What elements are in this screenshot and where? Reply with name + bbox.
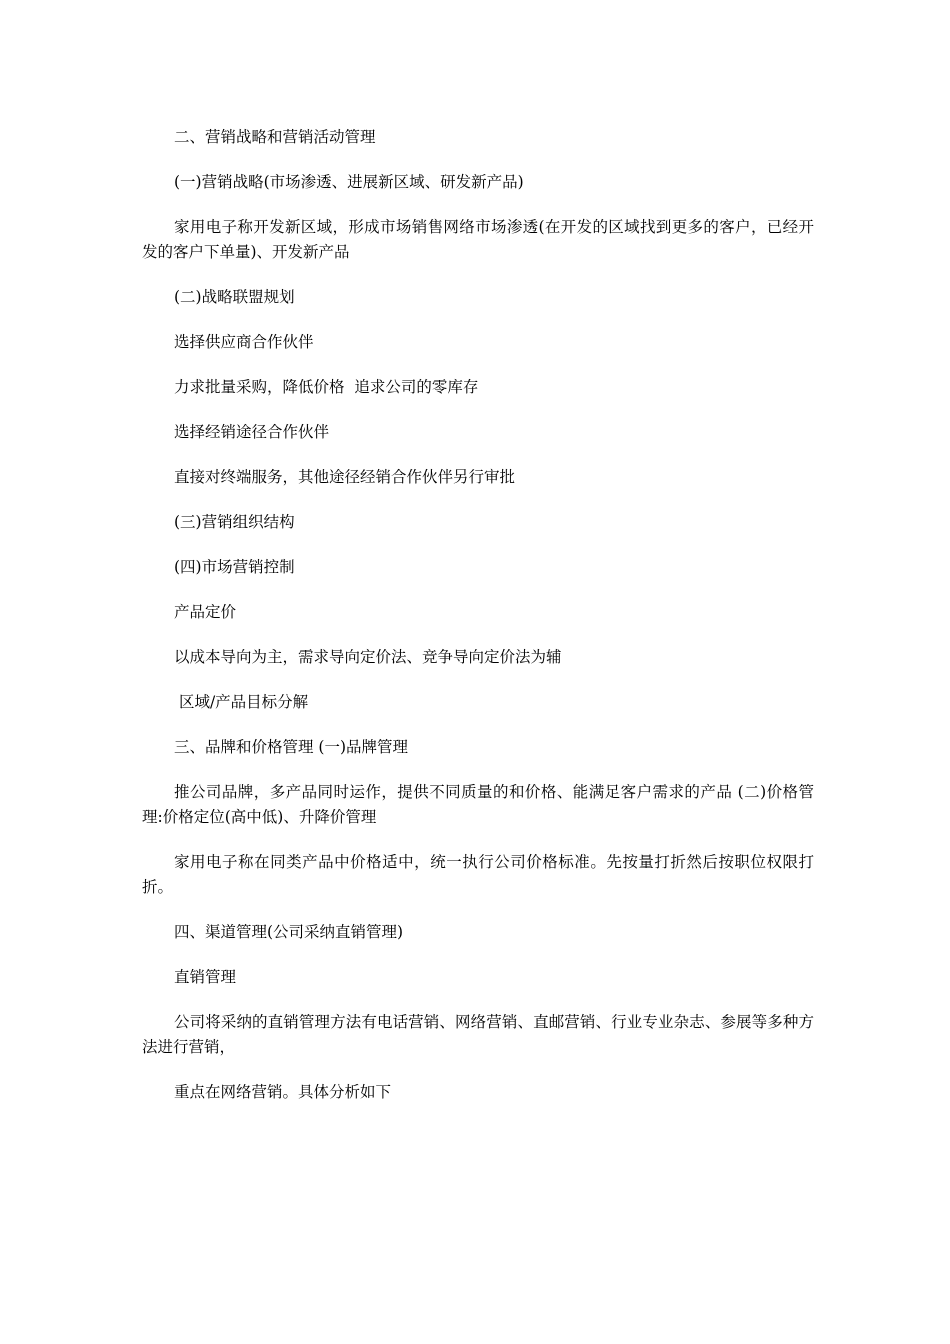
subsection-heading-alliance: (二)战略联盟规划 [174,288,295,306]
paragraph-direct-sales: 直销管理 [174,968,237,986]
paragraph-online-focus: 重点在网络营销。具体分析如下 [174,1083,392,1101]
paragraph-distribution-partner: 选择经销途径合作伙伴 [174,423,330,441]
paragraph-price-standard: 家用电子称在同类产品中价格适中，统一执行公司价格标准。先按量打折然后按职位权限打折。 [142,853,814,896]
paragraph-terminal-service: 直接对终端服务，其他途径经销合作伙伴另行审批 [174,468,516,486]
document-body [142,125,814,1125]
paragraph-supplier-partner: 选择供应商合作伙伴 [174,333,314,351]
paragraph-brand-promotion: 推公司品牌，多产品同时运作，提供不同质量的和价格、能满足客户需求的产品 (二)价格管理:价格定位(高中低)、升降价管理 [142,783,814,826]
subsection-heading-organization: (三)营销组织结构 [174,513,295,531]
paragraph-target-breakdown: 区域/产品目标分解 [174,693,309,711]
subsection-heading-strategy: (一)营销战略(市场渗透、进展新区域、研发新产品) [174,173,524,191]
paragraph-bulk-purchase: 力求批量采购，降低价格 追求公司的零库存 [174,378,479,396]
paragraph-product-pricing: 产品定价 [174,603,237,621]
paragraph-direct-sales-methods: 公司将采纳的直销管理方法有电话营销、网络营销、直邮营销、行业专业杂志、参展等多种方法进行营销， [142,1013,814,1056]
subsection-heading-control: (四)市场营销控制 [174,558,295,576]
section-heading-channel: 四、渠道管理(公司采纳直销管理) [174,923,404,941]
section-heading-brand-price: 三、品牌和价格管理 (一)品牌管理 [174,738,409,756]
paragraph-new-regions: 家用电子称开发新区域，形成市场销售网络市场渗透(在开发的区域找到更多的客户，已经开发的客户下单量)、开发新产品 [142,218,814,261]
paragraph-pricing-method: 以成本导向为主，需求导向定价法、竞争导向定价法为辅 [174,648,562,666]
section-heading-marketing-strategy: 二、营销战略和营销活动管理 [174,128,376,146]
